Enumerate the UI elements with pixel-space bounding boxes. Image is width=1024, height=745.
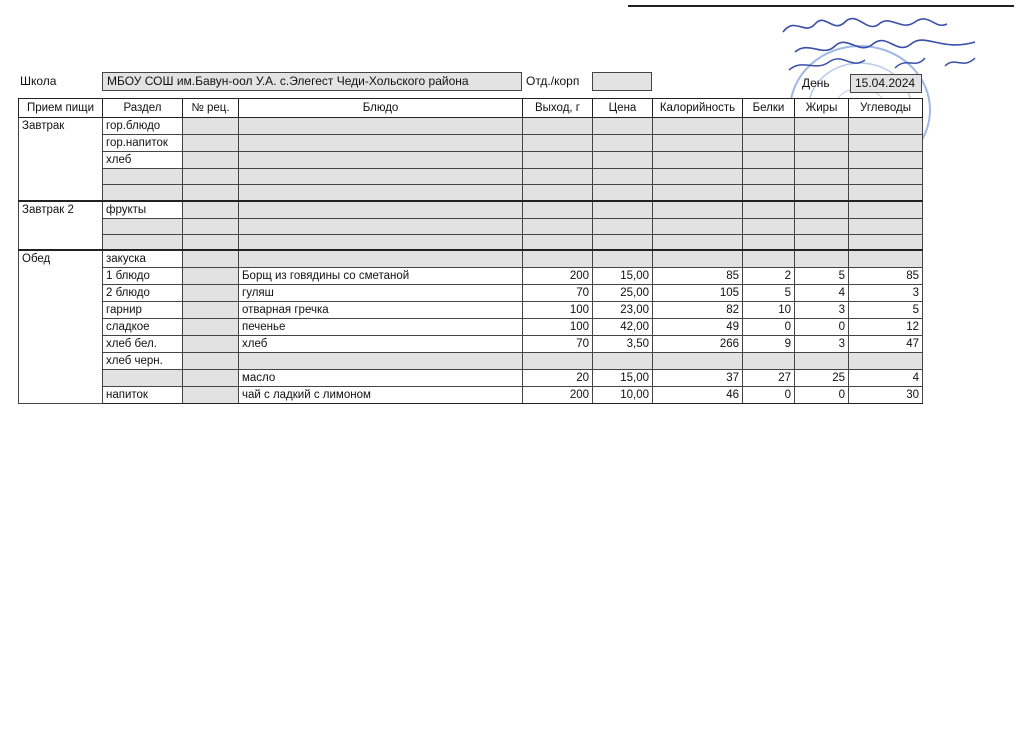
protein-cell[interactable]	[743, 353, 795, 370]
yield-cell[interactable]: 100	[523, 319, 593, 336]
protein-cell[interactable]	[743, 218, 795, 234]
kcal-cell[interactable]: 49	[653, 319, 743, 336]
yield-cell[interactable]: 200	[523, 387, 593, 404]
carbs-cell[interactable]: 3	[849, 285, 923, 302]
top-rule	[628, 5, 1014, 7]
carbs-cell[interactable]	[849, 353, 923, 370]
price-cell[interactable]: 10,00	[593, 387, 653, 404]
fat-cell[interactable]: 0	[795, 319, 849, 336]
yield-cell[interactable]	[523, 218, 593, 234]
recipe-cell[interactable]	[183, 185, 239, 201]
fat-cell[interactable]	[795, 185, 849, 201]
section-cell[interactable]: гарнир	[103, 302, 183, 319]
day-label: День	[802, 76, 830, 90]
section-cell[interactable]: закуска	[103, 250, 183, 268]
table-row	[19, 218, 923, 234]
recipe-cell[interactable]	[183, 201, 239, 219]
kcal-cell[interactable]	[653, 353, 743, 370]
approval-signature	[775, 12, 1005, 77]
yield-cell[interactable]: 100	[523, 302, 593, 319]
meal-name-cell: Завтрак	[19, 118, 103, 201]
col-dish-header: Блюдо	[239, 99, 523, 118]
price-cell[interactable]	[593, 250, 653, 268]
section-cell[interactable]: хлеб	[103, 152, 183, 169]
carbs-cell[interactable]	[849, 152, 923, 169]
section-cell[interactable]: хлеб черн.	[103, 353, 183, 370]
carbs-cell[interactable]	[849, 250, 923, 268]
yield-cell[interactable]	[523, 353, 593, 370]
recipe-cell[interactable]	[183, 353, 239, 370]
table-row	[19, 302, 923, 319]
carbs-cell[interactable]	[849, 185, 923, 201]
kcal-cell[interactable]	[653, 234, 743, 250]
recipe-cell[interactable]	[183, 250, 239, 268]
section-cell[interactable]	[103, 218, 183, 234]
section-cell[interactable]: гор.напиток	[103, 135, 183, 152]
fat-cell[interactable]	[795, 152, 849, 169]
protein-cell[interactable]: 0	[743, 319, 795, 336]
dish-cell[interactable]	[239, 201, 523, 219]
carbs-cell[interactable]: 30	[849, 387, 923, 404]
col-price-header: Цена	[593, 99, 653, 118]
section-cell[interactable]: хлеб бел.	[103, 336, 183, 353]
kcal-cell[interactable]: 82	[653, 302, 743, 319]
price-cell[interactable]	[593, 185, 653, 201]
table-row	[19, 353, 923, 370]
dish-cell[interactable]: хлеб	[239, 336, 523, 353]
price-cell[interactable]	[593, 152, 653, 169]
dish-cell[interactable]	[239, 118, 523, 135]
yield-cell[interactable]: 70	[523, 285, 593, 302]
table-row	[19, 370, 923, 387]
dish-cell[interactable]	[239, 218, 523, 234]
table-row	[19, 185, 923, 201]
fat-cell[interactable]: 3	[795, 302, 849, 319]
carbs-cell[interactable]: 47	[849, 336, 923, 353]
recipe-cell[interactable]	[183, 336, 239, 353]
price-cell[interactable]: 15,00	[593, 268, 653, 285]
recipe-cell[interactable]	[183, 218, 239, 234]
dish-cell[interactable]: масло	[239, 370, 523, 387]
fat-cell[interactable]: 3	[795, 336, 849, 353]
fat-cell[interactable]	[795, 234, 849, 250]
price-cell[interactable]	[593, 201, 653, 219]
carbs-cell[interactable]	[849, 118, 923, 135]
table-row	[19, 152, 923, 169]
table-row	[19, 268, 923, 285]
yield-cell[interactable]: 70	[523, 336, 593, 353]
protein-cell[interactable]	[743, 152, 795, 169]
kcal-cell[interactable]	[653, 250, 743, 268]
carbs-cell[interactable]	[849, 234, 923, 250]
price-cell[interactable]	[593, 353, 653, 370]
table-header-row	[19, 99, 923, 118]
kcal-cell[interactable]	[653, 185, 743, 201]
section-cell[interactable]: гор.блюдо	[103, 118, 183, 135]
carbs-cell[interactable]	[849, 218, 923, 234]
section-cell[interactable]	[103, 169, 183, 185]
yield-cell[interactable]: 200	[523, 268, 593, 285]
day-field[interactable]: 15.04.2024	[850, 74, 922, 93]
recipe-cell[interactable]	[183, 234, 239, 250]
protein-cell[interactable]	[743, 201, 795, 219]
fat-cell[interactable]	[795, 218, 849, 234]
fat-cell[interactable]: 0	[795, 387, 849, 404]
protein-cell[interactable]: 27	[743, 370, 795, 387]
fat-cell[interactable]	[795, 135, 849, 152]
price-cell[interactable]: 42,00	[593, 319, 653, 336]
yield-cell[interactable]	[523, 185, 593, 201]
fat-cell[interactable]	[795, 118, 849, 135]
kcal-cell[interactable]: 46	[653, 387, 743, 404]
carbs-cell[interactable]: 5	[849, 302, 923, 319]
price-cell[interactable]	[593, 118, 653, 135]
col-meal-header: Прием пищи	[19, 99, 103, 118]
dish-cell[interactable]	[239, 353, 523, 370]
fat-cell[interactable]	[795, 353, 849, 370]
fat-cell[interactable]	[795, 169, 849, 185]
fat-cell[interactable]	[795, 201, 849, 219]
section-cell[interactable]: сладкое	[103, 319, 183, 336]
dish-cell[interactable]: отварная гречка	[239, 302, 523, 319]
section-cell[interactable]: напиток	[103, 387, 183, 404]
menu-table	[18, 98, 923, 404]
price-cell[interactable]	[593, 218, 653, 234]
yield-cell[interactable]	[523, 234, 593, 250]
table-row	[19, 387, 923, 404]
table-row	[19, 319, 923, 336]
carbs-cell[interactable]	[849, 169, 923, 185]
meal-name-cell: Обед	[19, 250, 103, 404]
col-protein-header: Белки	[743, 99, 795, 118]
yield-cell[interactable]: 20	[523, 370, 593, 387]
protein-cell[interactable]	[743, 234, 795, 250]
table-row	[19, 234, 923, 250]
col-recipe-header: № рец.	[183, 99, 239, 118]
dish-cell[interactable]: чай с ладкий с лимоном	[239, 387, 523, 404]
protein-cell[interactable]: 10	[743, 302, 795, 319]
yield-cell[interactable]	[523, 250, 593, 268]
price-cell[interactable]	[593, 169, 653, 185]
section-cell[interactable]	[103, 234, 183, 250]
recipe-cell[interactable]	[183, 169, 239, 185]
carbs-cell[interactable]: 12	[849, 319, 923, 336]
section-cell[interactable]	[103, 370, 183, 387]
recipe-cell[interactable]	[183, 302, 239, 319]
protein-cell[interactable]	[743, 169, 795, 185]
yield-cell[interactable]	[523, 201, 593, 219]
recipe-cell[interactable]	[183, 370, 239, 387]
kcal-cell[interactable]: 105	[653, 285, 743, 302]
fat-cell[interactable]: 4	[795, 285, 849, 302]
table-row	[19, 169, 923, 185]
yield-cell[interactable]	[523, 118, 593, 135]
dish-cell[interactable]: гуляш	[239, 285, 523, 302]
yield-cell[interactable]	[523, 152, 593, 169]
carbs-cell[interactable]	[849, 201, 923, 219]
kcal-cell[interactable]	[653, 169, 743, 185]
protein-cell[interactable]: 0	[743, 387, 795, 404]
col-kcal-header: Калорийность	[653, 99, 743, 118]
fat-cell[interactable]: 5	[795, 268, 849, 285]
recipe-cell[interactable]	[183, 387, 239, 404]
protein-cell[interactable]: 9	[743, 336, 795, 353]
kcal-cell[interactable]	[653, 135, 743, 152]
dish-cell[interactable]	[239, 250, 523, 268]
col-fat-header: Жиры	[795, 99, 849, 118]
price-cell[interactable]: 25,00	[593, 285, 653, 302]
recipe-cell[interactable]	[183, 268, 239, 285]
protein-cell[interactable]	[743, 118, 795, 135]
dish-cell[interactable]	[239, 152, 523, 169]
fat-cell[interactable]: 25	[795, 370, 849, 387]
recipe-cell[interactable]	[183, 285, 239, 302]
dept-field[interactable]	[592, 72, 652, 91]
meal-name-cell: Завтрак 2	[19, 201, 103, 251]
dish-cell[interactable]	[239, 234, 523, 250]
table-row	[19, 336, 923, 353]
dept-label: Отд./корп	[526, 74, 580, 88]
price-cell[interactable]: 23,00	[593, 302, 653, 319]
table-row	[19, 118, 923, 135]
protein-cell[interactable]: 5	[743, 285, 795, 302]
kcal-cell[interactable]	[653, 201, 743, 219]
section-cell[interactable]: 1 блюдо	[103, 268, 183, 285]
dish-cell[interactable]: печенье	[239, 319, 523, 336]
section-cell[interactable]	[103, 185, 183, 201]
school-label: Школа	[20, 74, 57, 88]
carbs-cell[interactable]	[849, 135, 923, 152]
col-yield-header: Выход, г	[523, 99, 593, 118]
table-row	[19, 201, 923, 219]
protein-cell[interactable]	[743, 135, 795, 152]
price-cell[interactable]	[593, 234, 653, 250]
school-name-field[interactable]: МБОУ СОШ им.Бавун-оол У.А. с.Элегест Чеди-Хольского района	[102, 72, 522, 91]
dish-cell[interactable]	[239, 185, 523, 201]
yield-cell[interactable]	[523, 135, 593, 152]
kcal-cell[interactable]	[653, 118, 743, 135]
kcal-cell[interactable]: 85	[653, 268, 743, 285]
table-row	[19, 285, 923, 302]
dish-cell[interactable]	[239, 135, 523, 152]
recipe-cell[interactable]	[183, 118, 239, 135]
recipe-cell[interactable]	[183, 135, 239, 152]
price-cell[interactable]: 15,00	[593, 370, 653, 387]
section-cell[interactable]: 2 блюдо	[103, 285, 183, 302]
table-row	[19, 135, 923, 152]
fat-cell[interactable]	[795, 250, 849, 268]
recipe-cell[interactable]	[183, 319, 239, 336]
kcal-cell[interactable]	[653, 152, 743, 169]
dish-cell[interactable]	[239, 169, 523, 185]
kcal-cell[interactable]	[653, 218, 743, 234]
carbs-cell[interactable]: 85	[849, 268, 923, 285]
price-cell[interactable]: 3,50	[593, 336, 653, 353]
kcal-cell[interactable]: 266	[653, 336, 743, 353]
carbs-cell[interactable]: 4	[849, 370, 923, 387]
protein-cell[interactable]	[743, 185, 795, 201]
price-cell[interactable]	[593, 135, 653, 152]
col-section-header: Раздел	[103, 99, 183, 118]
col-carbs-header: Углеводы	[849, 99, 923, 118]
dish-cell[interactable]: Борщ из говядины со сметаной	[239, 268, 523, 285]
protein-cell[interactable]	[743, 250, 795, 268]
table-row	[19, 250, 923, 268]
protein-cell[interactable]: 2	[743, 268, 795, 285]
recipe-cell[interactable]	[183, 152, 239, 169]
yield-cell[interactable]	[523, 169, 593, 185]
kcal-cell[interactable]: 37	[653, 370, 743, 387]
section-cell[interactable]: фрукты	[103, 201, 183, 219]
